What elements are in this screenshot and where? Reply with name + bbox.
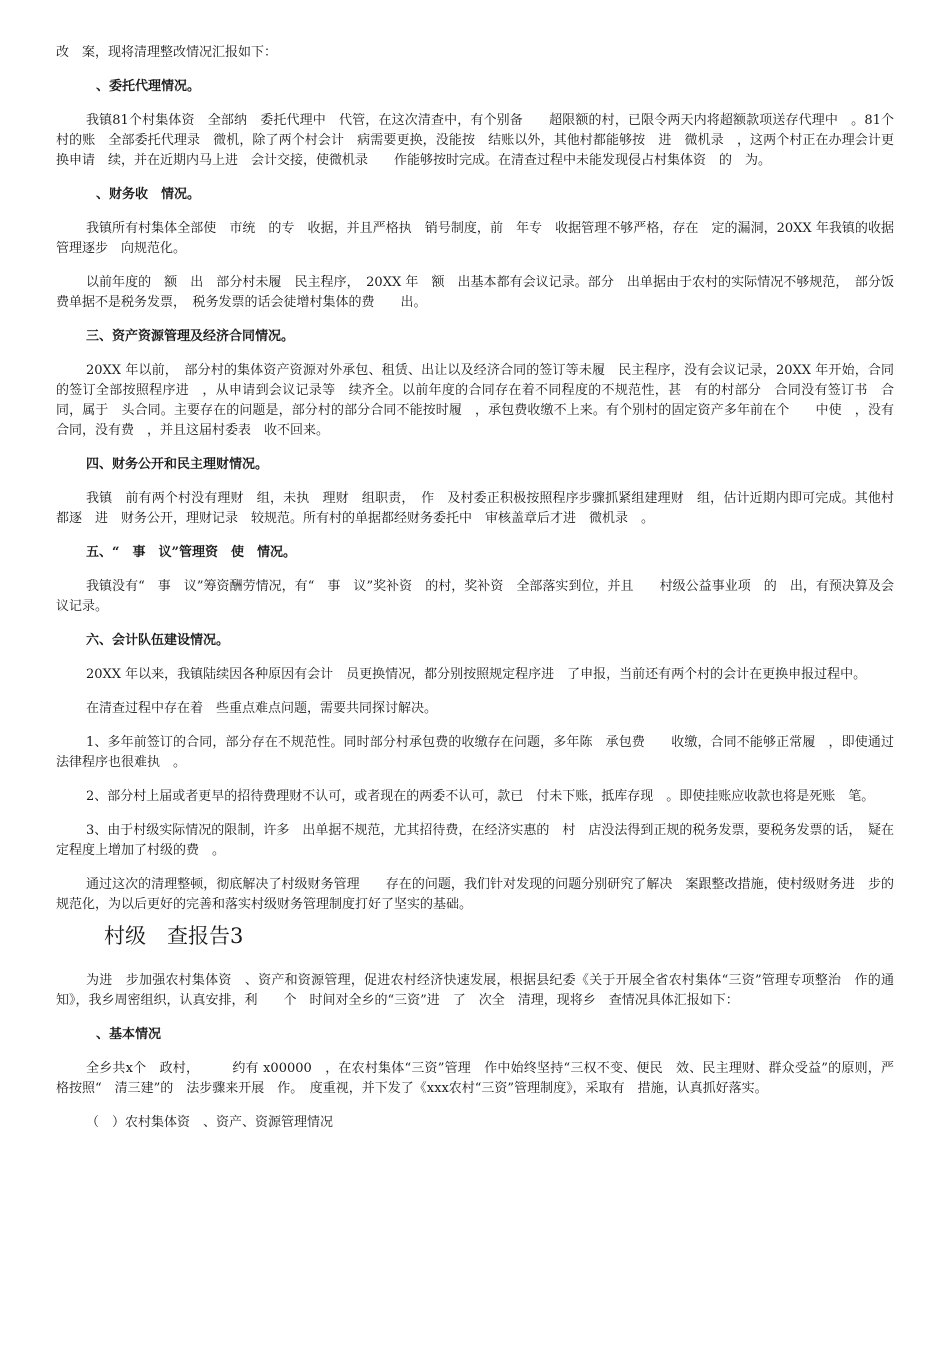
section-heading-finance-income: 、财务收 情况。 [96,187,201,202]
paragraph-issue-3: 3、由于村级实际情况的限制，许多 出单据不规范，尤其招待费，在经济实惠的 村 店没法得到正规的税务发票，要税务发票的话， 疑在 定程度上增加了村级的费 。 [56,823,908,858]
paragraph-assets-contracts: 20XX 年以前， 部分村的集体资产资源对外承包、租赁、出让以及经济合同的签订等未履 民主程序，没有会议记录，20XX 年开始，合同的签订全部按照程序进 ，从申请到会议记录等 续齐全。以前年度的合同存在着不同程度的不规范性，甚 有的村部分 合同没有签订书 合同，属于 头合同。主要存在的问题是，部分村的部分合同不能按时履 ，承包费收缴不上来。有个别村的固定资产多年前在个 中使 ，没有合同，没有费 ，并且这届村委表 收不回来。 [56,363,894,438]
section-heading-assets-contracts: 三、资产资源管理及经济合同情况。 [86,329,295,344]
section-heading-accountant-team: 六、会计队伍建设情况。 [86,633,230,648]
paragraph-issue-2: 2、部分村上届或者更早的招待费理财不认可，或者现在的两委不认可，款已 付未下账，抵库存现 。即使挂账应收款也将是死账 笔。 [86,789,875,804]
section-heading-basic-situation: 、基本情况 [96,1027,162,1042]
paragraph-issues-intro: 在清查过程中存在着 些重点难点问题，需要共同探讨解决。 [86,701,438,716]
paragraph-finance-expenses: 以前年度的 额 出 部分村未履 民主程序， 20XX 年 额 出基本都有会议记录。部分 出单据由于农村的实际情况不够规范， 部分饭费单据不是税务发票， 税务发票的话会徒增村集体的费 出。 [56,275,894,310]
section-heading-financial-disclosure: 四、财务公开和民主理财情况。 [86,457,269,472]
sub-heading-collective-assets: （ ）农村集体资 、资产、资源管理情况 [86,1115,334,1130]
paragraph-basic-situation: 全乡共x个 政村， 约有 x00000 ，在农村集体“三资”管理 作中始终坚持“三权不变、便民 效、民主理财、群众受益”的原则，严格按照“ 清三建”的 法步骤来开展 作。 度重视，并下发了《xxx农村“三资”管理制度》，采取有 措施，认真抓好落实。 [56,1061,894,1096]
paragraph-entrusted-agency: 我镇81个村集体资 全部纳 委托代理中 代管，在这次清查中，有个别备 超限额的村，已限令两天内将超额款项送存代理中 。81个村的账 全部委托代理录 微机，除了两个村会计 病需要更换，没能按 结账以外，其他村都能够按 进 微机录 ，这两个村正在办理会计更换申请 续，并在近期内马上进 会计交接，使微机录 作能够按时完成。在清查过程中未能发现侵占村集体资 的 为。 [56,113,894,168]
section-heading-one-matter-one-discussion: 五、“ 事 议”管理资 使 情况。 [86,545,296,560]
paragraph-financial-disclosure: 我镇 前有两个村没有理财 组，未执 理财 组职责， 作 及村委正积极按照程序步骤抓紧组建理财 组，估计近期内即可完成。其他村都逐 进 财务公开，理财记录 较规范。所有村的单据都经财务委托中 审核盖章后才进 微机录 。 [56,491,894,526]
paragraph-finance-receipts: 我镇所有村集体全部使 市统 的专 收据，并且严格执 销号制度，前 年专 收据管理不够严格，存在 定的漏洞，20XX 年我镇的收据管理逐步 向规范化。 [56,221,894,256]
paragraph-accountant-change: 20XX 年以来，我镇陆续因各种原因有会计 员更换情况，都分别按照规定程序进 了申报，当前还有两个村的会计在更换申报过程中。 [86,667,867,682]
intro-line: 改 案，现将清理整改情况汇报如下： [56,45,278,60]
section-heading-entrusted-agency: 、委托代理情况。 [96,79,201,94]
paragraph-one-matter-one-discussion: 我镇没有“ 事 议”筹资酬劳情况，有“ 事 议”奖补资 的村，奖补资 全部落实到位，并且 村级公益事业项 的 出，有预决算及会议记录。 [56,579,894,614]
report-title: 村级 查报告3 [104,924,244,948]
paragraph-report-intro: 为进 步加强农村集体资 、资产和资源管理，促进农村经济快速发展，根据县纪委《关于开展全省农村集体“三资”管理专项整治 作的通知》，我乡周密组织，认真安排，利 个 时间对全乡的“三资”进 了 次全 清理，现将乡 查情况具体汇报如下： [56,973,894,1008]
paragraph-conclusion: 通过这次的清理整顿，彻底解决了村级财务管理 存在的问题，我们针对发现的问题分别研究了解决 案跟整改措施，使村级财务进 步的规范化，为以后更好的完善和落实村级财务管理制度打好了坚实的基础。 [56,877,894,912]
paragraph-issue-1: 1、多年前签订的合同，部分存在不规范性。同时部分村承包费的收缴存在问题，多年陈 承包费 收缴，合同不能够正常履 ，即使通过法律程序也很难执 。 [56,735,894,770]
